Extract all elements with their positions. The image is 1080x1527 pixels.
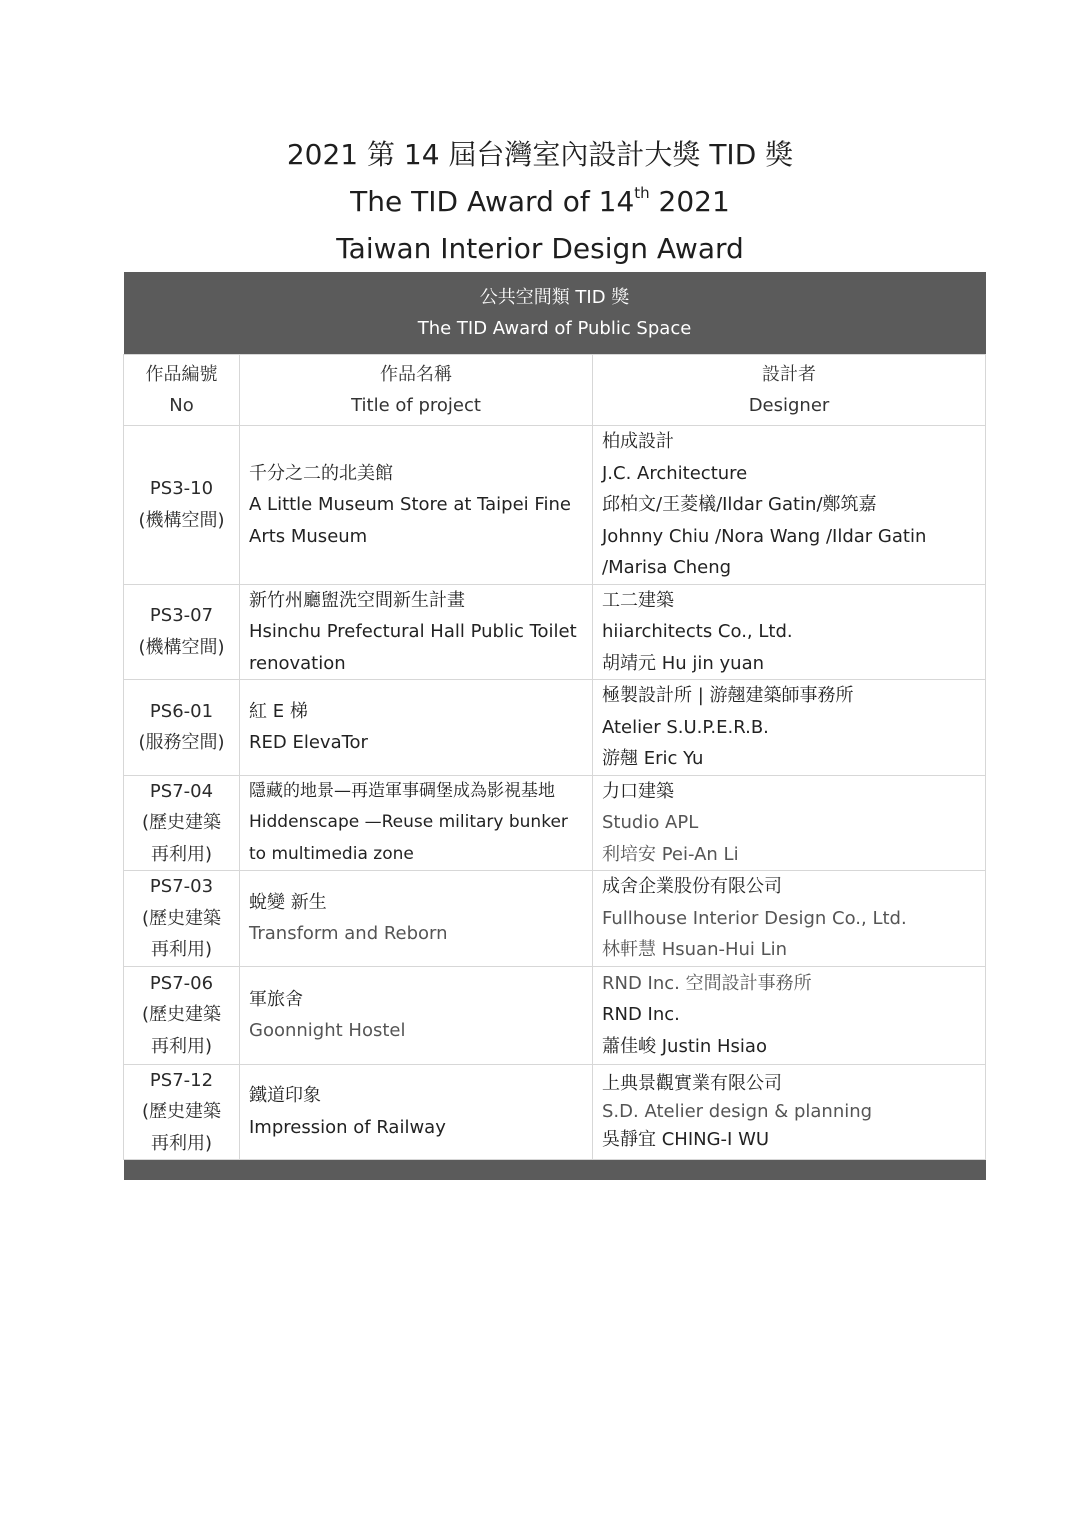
designer-line: S.D. Atelier design & planning [602,1100,873,1122]
column-header-zh: 作品名稱 [380,363,452,385]
entry-code: PS3-07 [149,605,214,627]
title-line: Arts Museum [249,525,368,547]
entry-title [240,871,593,967]
table-category-header [124,272,986,355]
entry-category: 再利用) [150,939,213,960]
heading-line-en-prefix: The TID Award of 14 [350,185,635,218]
designer-line: 柏成設計 [602,431,674,452]
title-line: 千分之二的北美館 [249,462,393,484]
entry-no [124,680,240,776]
entry-category: (歷史建築 [141,1101,222,1122]
column-header-designer [593,355,986,426]
column-header-title [240,355,593,426]
entry-designer [593,426,986,585]
entry-category: 再利用) [150,1132,213,1154]
entry-category: (歷史建築 [141,1004,222,1026]
entry-title [240,584,593,680]
entry-designer [593,871,986,967]
title-line: to multimedia zone [249,843,414,864]
designer-line: J.C. Architecture [602,462,748,484]
column-header-en: Designer [748,395,830,416]
title-line: Transform and Reborn [249,923,448,945]
entry-no [124,584,240,680]
entry-no [124,1064,240,1160]
entry-designer [593,680,986,776]
footer-cell [124,1160,986,1181]
category-zh: 公共空間類 TID 獎 [479,287,630,308]
entry-no [124,966,240,1064]
designer-line: 工二建築 [602,589,674,611]
entry-title [240,1064,593,1160]
category-en: The TID Award of Public Space [417,318,692,339]
heading-line-en-suffix: 2021 [649,185,730,218]
entry-no [124,775,240,871]
table-row [124,426,986,585]
entry-title [240,775,593,871]
title-line: A Little Museum Store at Taipei Fine [249,494,571,515]
title-line: 新竹州廳盥洗空間新生計畫 [249,589,465,611]
designer-line: Studio APL [602,812,699,833]
table-footer-bar [124,1160,986,1181]
entry-title [240,680,593,776]
designer-line: 利培安 Pei-An Li [602,843,739,865]
entry-code: PS7-12 [149,1069,214,1091]
title-line: Goonnight Hostel [249,1020,406,1041]
entry-code: PS6-01 [149,700,214,722]
title-line: 軍旅舍 [249,988,303,1010]
designer-line: 極製設計所 | 游翹建築師事務所 [602,685,854,706]
entry-category: (機構空間) [138,636,225,658]
category-cell [124,272,986,355]
designer-line: 胡靖元 Hu jin yuan [602,652,765,674]
table-row [124,775,986,871]
entry-code: PS7-03 [149,876,214,897]
heading-subtitle: Taiwan Interior Design Award [336,232,744,265]
column-header-en: No [169,395,194,416]
designer-line: Fullhouse Interior Design Co., Ltd. [602,907,907,929]
designer-line: 成舍企業股份有限公司 [602,876,782,897]
designer-line: Atelier S.U.P.E.R.B. [602,716,769,738]
entry-category: (歷史建築 [141,907,222,929]
entry-category: 再利用) [150,843,213,865]
designer-line: 上典景觀實業有限公司 [602,1072,782,1094]
designer-line: hiiarchitects Co., Ltd. [602,621,793,642]
entry-code: PS3-10 [149,478,214,500]
title-line: 蛻變 新生 [249,891,327,913]
award-table [123,272,986,1180]
column-header-en: Title of project [351,395,481,416]
entry-title [240,426,593,585]
title-line: 紅 E 梯 [249,700,308,722]
entry-designer [593,966,986,1064]
designer-line: 游翹 Eric Yu [602,748,704,769]
designer-line: 林軒慧 Hsuan-Hui Lin [602,939,788,960]
title-line: renovation [249,652,346,674]
entry-code: PS7-06 [149,972,214,994]
entry-category: (服務空間) [138,732,225,754]
entry-code: PS7-04 [149,780,214,802]
designer-line: 蕭佳峻 Justin Hsiao [602,1035,767,1057]
title-line: 隱藏的地景—再造軍事碉堡成為影視基地 [249,780,555,801]
entry-title [240,966,593,1064]
table-row [124,1064,986,1160]
entry-designer [593,1064,986,1160]
heading-superscript: th [634,184,650,202]
column-header-no [124,355,240,426]
title-line: Hiddenscape —Reuse military bunker [249,812,568,832]
heading-line-en [0,178,1080,225]
designer-line: 吳靜宜 CHING-I WU [602,1128,770,1150]
entry-category: 再利用) [150,1035,213,1057]
entry-designer [593,775,986,871]
entry-designer [593,584,986,680]
entry-category: (歷史建築 [141,812,222,833]
entry-no [124,426,240,585]
table-row [124,871,986,967]
table-row [124,966,986,1064]
designer-line: RND Inc. [602,1004,680,1026]
designer-line: 邱柏文/王菱檥/Ildar Gatin/鄭筑嘉 [602,494,877,515]
title-line: RED ElevaTor [249,732,368,754]
title-line: 鐵道印象 [249,1085,321,1107]
designer-line: /Marisa Cheng [602,557,732,578]
table-row [124,584,986,680]
column-header-zh: 作品編號 [145,363,218,385]
table-row [124,680,986,776]
heading-line-zh: 2021 第 14 屆台灣室內設計大獎 TID 獎 [286,138,794,171]
designer-line: Johnny Chiu /Nora Wang /Ildar Gatin [602,525,927,547]
title-line: Hsinchu Prefectural Hall Public Toilet [249,621,577,642]
title-line: Impression of Railway [249,1116,446,1138]
entry-no [124,871,240,967]
entry-category: (機構空間) [138,509,225,531]
column-header-zh: 設計者 [762,363,816,385]
designer-line: RND Inc. 空間設計事務所 [602,972,812,994]
column-header-row [124,355,986,426]
designer-line: 力口建築 [602,780,674,802]
